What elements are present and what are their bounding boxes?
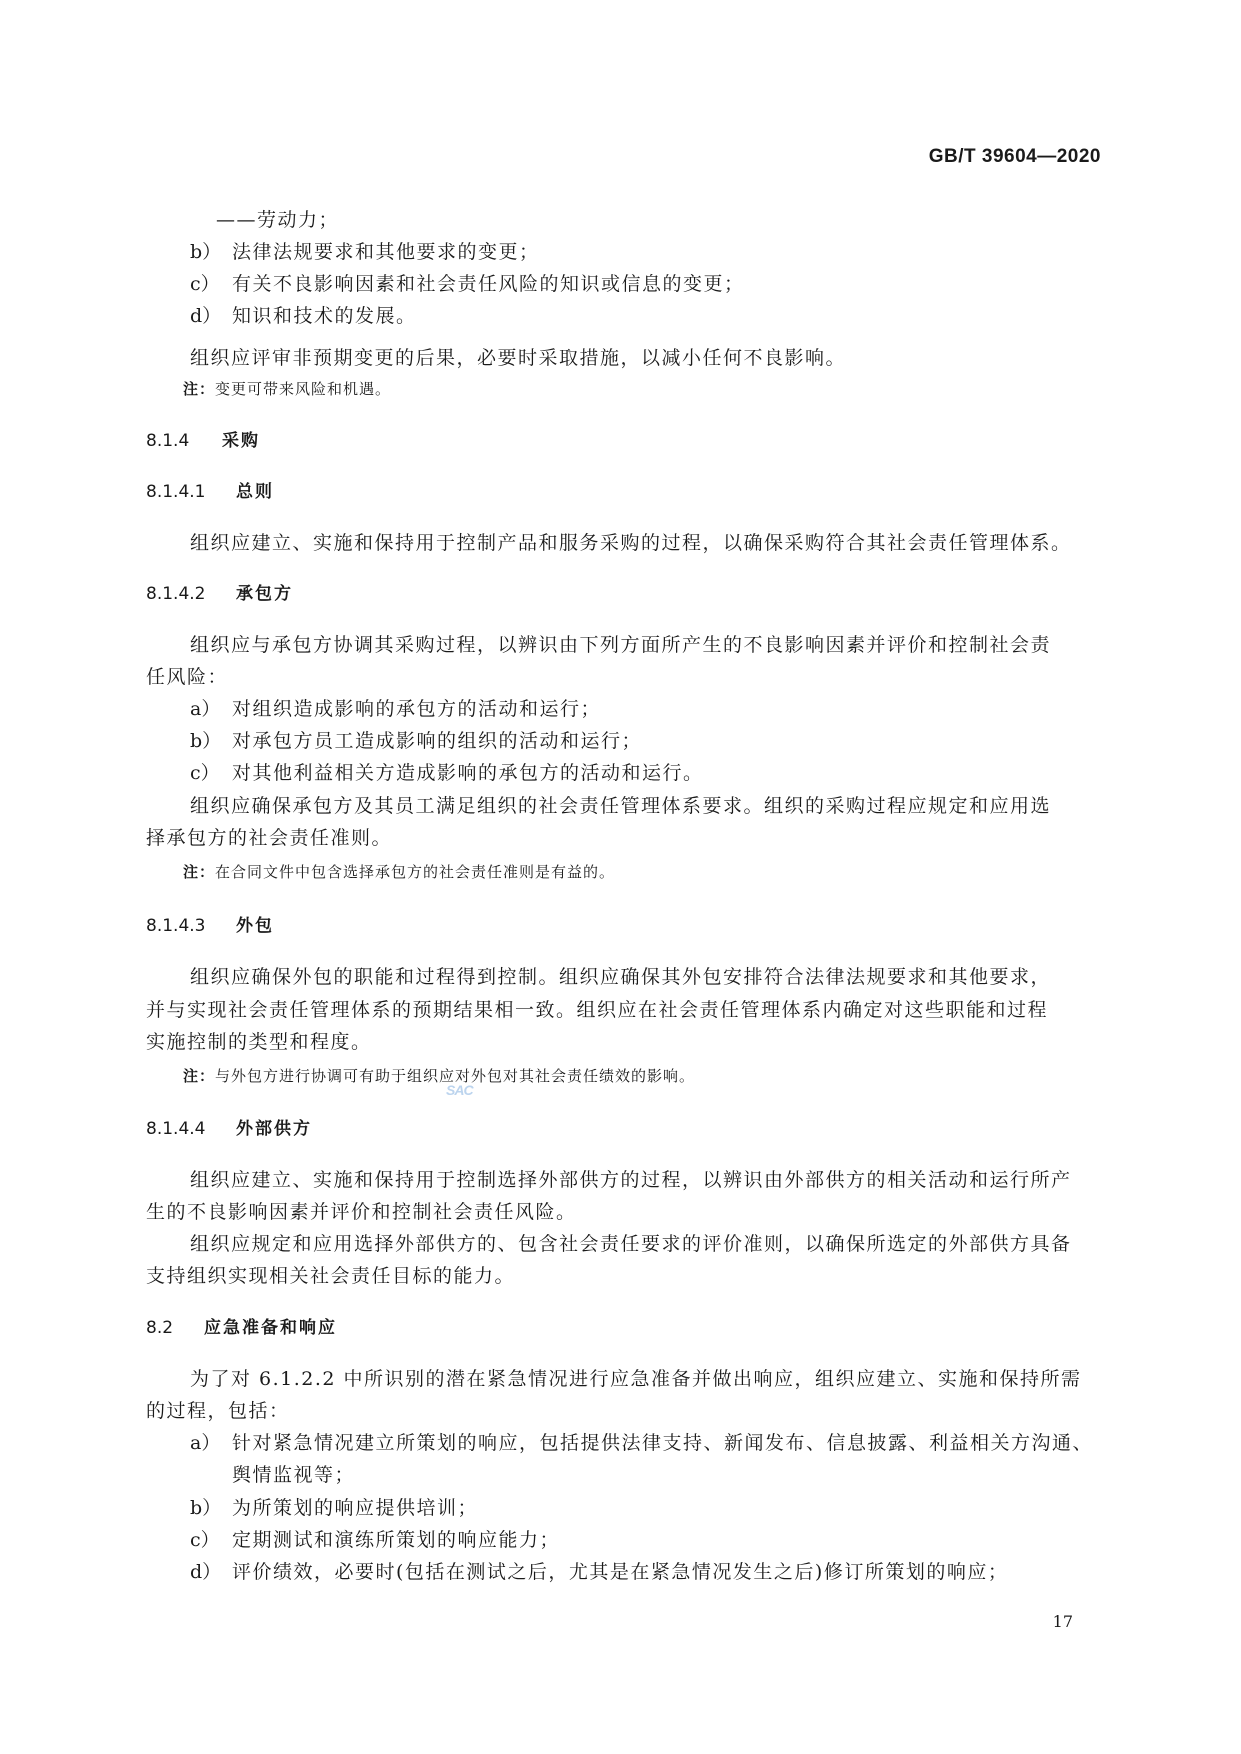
paragraph: 组织应建立、实施和保持用于控制产品和服务采购的过程，以确保采购符合其社会责任管理体系。 [190, 532, 1072, 554]
list-text: 对组织造成影响的承包方的活动和运行； [232, 698, 602, 720]
paragraph-line: 任风险： [146, 666, 229, 688]
standard-code: GB/T 39604—2020 [928, 146, 1101, 167]
list-label: b） [190, 241, 222, 263]
section-heading [146, 1313, 337, 1338]
section-heading [146, 579, 293, 604]
list-item [190, 301, 417, 328]
list-item [190, 1525, 560, 1552]
list-item [190, 1493, 478, 1520]
list-text: 法律法规要求和其他要求的变更； [232, 241, 540, 263]
list-item [190, 1557, 1008, 1584]
paragraph-line: 组织应建立、实施和保持用于控制选择外部供方的过程，以辨识由外部供方的相关活动和运行所产 [190, 1169, 1072, 1191]
section-number: 8.1.4.2 [146, 584, 206, 604]
paragraph: 组织应评审非预期变更的后果，必要时采取措施，以减小任何不良影响。 [190, 347, 847, 369]
list-text: 定期测试和演练所策划的响应能力； [232, 1529, 561, 1551]
section-heading [146, 1114, 312, 1139]
list-label: b） [190, 1497, 222, 1519]
note-text: 变更可带来风险和机遇。 [215, 380, 392, 398]
section-number: 8.1.4.4 [146, 1119, 206, 1139]
section-heading [146, 911, 274, 936]
list-item [190, 726, 642, 753]
list-label: c） [190, 273, 220, 295]
list-text: 对承包方员工造成影响的组织的活动和运行； [232, 730, 643, 752]
section-number: 8.2 [146, 1318, 174, 1338]
page-number: 17 [1052, 1612, 1073, 1631]
list-item [190, 1428, 1093, 1455]
list-item [190, 758, 704, 785]
section-number: 8.1.4.3 [146, 916, 206, 936]
section-title: 总则 [236, 482, 274, 502]
list-item [190, 237, 540, 264]
paragraph-line: 组织应与承包方协调其采购过程，以辨识由下列方面所产生的不良影响因素并评价和控制社会责 [190, 634, 1052, 656]
section-number: 8.1.4.1 [146, 482, 206, 502]
section-title: 采购 [222, 431, 260, 451]
list-label: d） [190, 305, 222, 327]
paragraph-line: 为了对 6.1.2.2 中所识别的潜在紧急情况进行应急准备并做出响应，组织应建立、实施和保持所需 [190, 1368, 1082, 1390]
list-label: a） [190, 1432, 221, 1454]
list-label: d） [190, 1561, 222, 1583]
paragraph-line: 组织应确保承包方及其员工满足组织的社会责任管理体系要求。组织的采购过程应规定和应用选 [190, 795, 1052, 817]
note [183, 1065, 695, 1086]
paragraph-line: 的过程，包括： [146, 1400, 290, 1422]
paragraph-line: 实施控制的类型和程度。 [146, 1031, 372, 1053]
note-label: 注： [183, 863, 216, 881]
list-text: 针对紧急情况建立所策划的响应，包括提供法律支持、新闻发布、信息披露、利益相关方沟通、 [232, 1432, 1094, 1454]
paragraph-line: 支持组织实现相关社会责任目标的能力。 [146, 1265, 516, 1287]
list-label: a） [190, 698, 221, 720]
list-label: c） [190, 762, 220, 784]
section-title: 外包 [236, 916, 274, 936]
list-label: c） [190, 1529, 220, 1551]
section-title: 承包方 [236, 584, 293, 604]
note-label: 注： [183, 380, 216, 398]
note-text: 在合同文件中包含选择承包方的社会责任准则是有益的。 [215, 863, 616, 881]
paragraph-line: 组织应规定和应用选择外部供方的、包含社会责任要求的评价准则，以确保所选定的外部供方具备 [190, 1233, 1072, 1255]
paragraph-line: 组织应确保外包的职能和过程得到控制。组织应确保其外包安排符合法律法规要求和其他要求， [190, 966, 1052, 988]
note [183, 378, 391, 399]
note-label: 注： [183, 1067, 216, 1085]
dash-item: ——劳动力； [216, 209, 340, 231]
list-item [190, 269, 745, 296]
paragraph-line: 生的不良影响因素并评价和控制社会责任风险。 [146, 1201, 577, 1223]
section-number: 8.1.4 [146, 431, 190, 451]
list-label: b） [190, 730, 222, 752]
list-text-continuation: 舆情监视等； [232, 1464, 356, 1486]
note [183, 861, 615, 882]
section-heading [146, 477, 274, 502]
list-text: 对其他利益相关方造成影响的承包方的活动和运行。 [232, 762, 704, 784]
list-text: 有关不良影响因素和社会责任风险的知识或信息的变更； [232, 273, 745, 295]
note-text: 与外包方进行协调可有助于组织应对外包对其社会责任绩效的影响。 [215, 1067, 696, 1085]
list-text: 为所策划的响应提供培训； [232, 1497, 479, 1519]
section-title: 应急准备和响应 [204, 1318, 337, 1338]
paragraph-line: 并与实现社会责任管理体系的预期结果相一致。组织应在社会责任管理体系内确定对这些职能和过程 [146, 999, 1049, 1021]
list-item [190, 694, 601, 721]
list-text: 评价绩效，必要时(包括在测试之后，尤其是在紧急情况发生之后)修订所策划的响应； [232, 1561, 1009, 1583]
section-title: 外部供方 [236, 1119, 312, 1139]
paragraph-line: 择承包方的社会责任准则。 [146, 827, 393, 849]
section-heading [146, 426, 260, 451]
sac-watermark: SAC [446, 1082, 473, 1098]
list-text: 知识和技术的发展。 [232, 305, 417, 327]
